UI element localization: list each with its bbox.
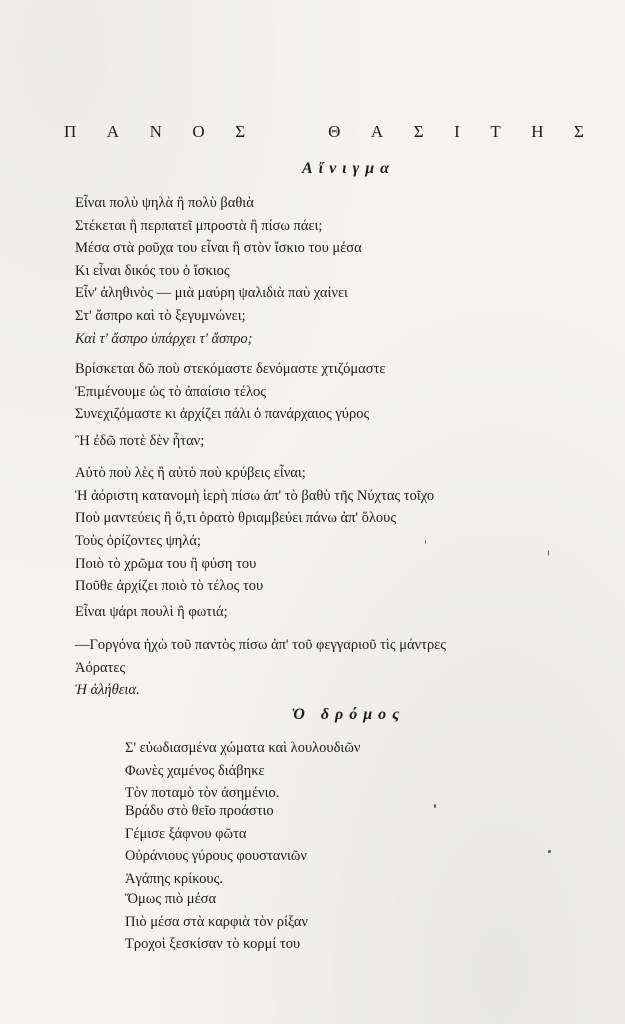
verse-line: Στ' ἄσπρο καὶ τὸ ξεγυμνώνει;: [75, 307, 246, 324]
poem1-stanza-1: [75, 192, 362, 350]
verse-line: Ἡ ἀόριστη κατανομὴ ἱερὴ πίσω ἀπ' τὸ βαθὺ τῆς Νύχτας τοῖχο: [75, 487, 435, 504]
verse-line: Στέκεται ἢ περπατεῖ μπροστὰ ἢ πίσω πάει;: [75, 217, 323, 234]
verse-line: Εἶν' ἀληθινὸς — μιὰ μαύρη ψαλιδιὰ παὺ χαίνει: [75, 285, 348, 302]
verse-line: Γέμισε ξάφνου φῶτα: [125, 825, 247, 842]
verse-line: Τροχοὶ ξεσκίσαν τὸ κορμί του: [125, 936, 301, 953]
verse-line: Πιὸ μέσα στὰ καρφιὰ τὸν ρίξαν: [125, 913, 308, 930]
poem-title-ainigma: Αἴνιγμα: [301, 160, 396, 177]
author-letter: Σ: [235, 122, 246, 141]
poem2-stanza-1: [125, 737, 360, 805]
verse-line: Μέσα στὰ ροῦχα του εἶναι ἢ στὸν ἴσκιο του μέσα: [75, 240, 362, 257]
verse-line: Ἐπιμένουμε ὡς τὸ ἀπαίσιο τέλος: [75, 383, 266, 400]
poem1-stanza-3: [75, 430, 204, 453]
poem1-stanza-4: [75, 462, 434, 530]
author-letter: Ο: [192, 122, 205, 141]
paper-speck: [548, 850, 551, 853]
author-letter: Τ: [490, 122, 501, 141]
author-letter: Α: [106, 122, 120, 141]
verse-line: Ἡ ἀλήθεια.: [75, 682, 140, 699]
verse-line: —Γοργόνα ἠχὼ τοῦ παντὸς πίσω ἀπ' τοῦ φεγγαριοῦ τὶς μάντρες: [75, 637, 447, 653]
poem2-stanza-2: [125, 800, 307, 890]
paper-speck: [548, 550, 549, 556]
paper-speck: [434, 804, 436, 808]
paper-speck: [425, 540, 426, 544]
author-letter: Α: [370, 122, 384, 141]
author-letter: Θ: [328, 122, 341, 141]
verse-line: Ποὺ μαντεύεις ἢ ὅ,τι ὁρατὸ θριαμβεύει πάνω ἀπ' ὅλους: [75, 510, 397, 527]
verse-line: Βράδυ στὸ θεῖο προάστιο: [125, 803, 274, 819]
verse-line: Ἀόρατες: [75, 659, 126, 676]
verse-line: Ποιὸ τὸ χρῶμα του ἢ φύση του: [75, 555, 257, 572]
verse-line: Ἢ ἐδῶ ποτὲ δὲν ἦταν;: [75, 433, 205, 449]
verse-line: Κι εἶναι δικός του ὁ ἴσκιος: [75, 262, 230, 279]
poem1-stanza-7: [75, 634, 446, 702]
poem1-stanza-2: [75, 358, 386, 426]
author-letter: Ι: [454, 122, 460, 141]
verse-line: Συνεχιζόμαστε κι ἀρχίζει πάλι ὁ πανάρχαιος γύρος: [75, 406, 370, 423]
poem1-stanza-6: [75, 601, 228, 624]
author-letter: Ν: [149, 122, 162, 141]
author-letter: Σ: [413, 122, 424, 141]
verse-line: Τοὺς ὁρίζοντες ψηλά;: [75, 533, 201, 549]
poem1-stanza-5: [75, 530, 263, 598]
verse-line: Αὐτὸ ποὺ λὲς ἢ αὐτὸ ποὺ κρύβεις εἶναι;: [75, 465, 306, 481]
verse-line: Εἶναι πολὺ ψηλὰ ἢ πολὺ βαθιὰ: [75, 195, 254, 211]
verse-line: Καὶ τ' ἄσπρο ὑπάρχει τ' ἄσπρο;: [75, 330, 253, 347]
poem2-stanza-3: [125, 888, 308, 956]
poem-title-o-dromos: Ὁ δρόμος: [291, 706, 406, 723]
verse-line: Σ' εὐωδιασμένα χώματα καὶ λουλουδιῶν: [125, 740, 361, 756]
verse-line: Τὸν ποταμὸ τὸν ἀσημένιο.: [125, 785, 280, 802]
verse-line: Εἶναι ψάρι πουλὶ ἢ φωτιά;: [75, 604, 228, 620]
author-name: [64, 122, 584, 142]
author-letter: Σ: [574, 122, 584, 141]
author-letter: Π: [64, 122, 77, 141]
verse-line: Ἀγάπης κρίκους.: [125, 870, 223, 887]
verse-line: Βρίσκεται δῶ ποὺ στεκόμαστε δενόμαστε χτιζόμαστε: [75, 361, 386, 377]
author-letter: Η: [531, 122, 544, 141]
verse-line: Ποῦθε ἀρχίζει ποιὸ τὸ τέλος του: [75, 578, 264, 595]
verse-line: Ὅμως πιὸ μέσα: [125, 891, 217, 907]
verse-line: Οὐράνιους γύρους φουστανιῶν: [125, 848, 307, 865]
verse-line: Φωνὲς χαμένος διάβηκε: [125, 762, 265, 779]
